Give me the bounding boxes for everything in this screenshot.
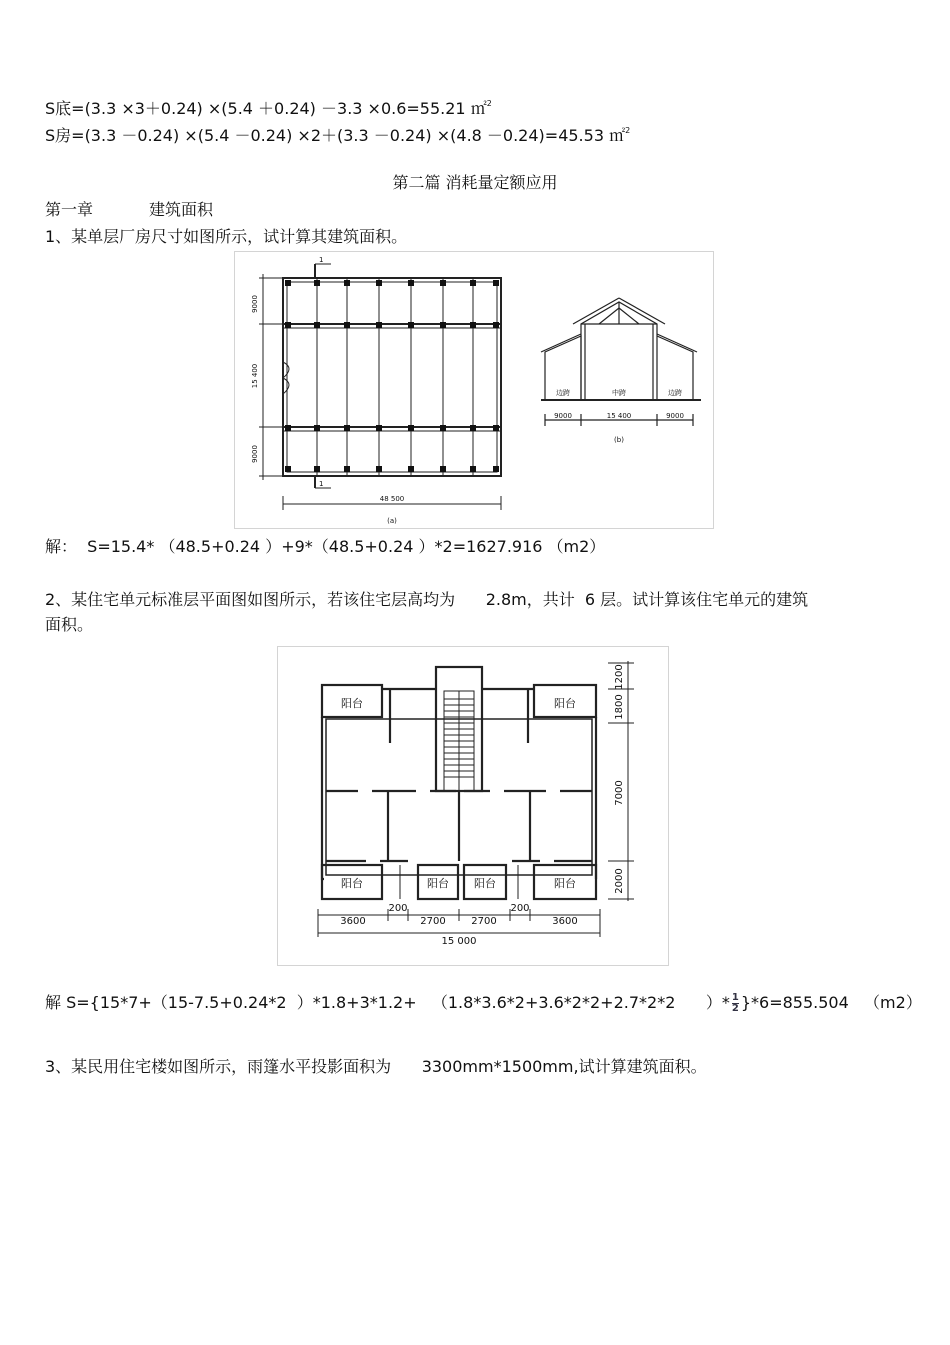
balcony-label: 阳台: [427, 877, 449, 890]
dim-bottom-2: 200: [388, 903, 408, 914]
answer-1: 解： S=15.4* （48.5+0.24 ）+9*（48.5+0.24 ）*2=1627.916 （m2）: [45, 537, 606, 556]
balcony-label: 阳台: [341, 697, 363, 710]
dim-bottom-1: 3600: [340, 916, 366, 927]
balcony-label: 阳台: [554, 877, 576, 890]
unit-sup: 2: [625, 126, 631, 135]
dim-right-1: 1200: [614, 664, 625, 690]
section-dim-left: 9000: [554, 412, 572, 420]
factory-figure: [234, 251, 714, 529]
formula-s-base-text: S底=(3.3 ×3＋0.24) ×(5.4 ＋0.24) －3.3 ×0.6=55.21: [45, 99, 471, 118]
label-a: (a): [387, 517, 397, 525]
label-b: (b): [614, 436, 624, 444]
fraction-den: 2: [731, 1003, 739, 1014]
section-label-left: 边跨: [556, 389, 570, 397]
dim-total: 15 000: [441, 936, 477, 947]
dim-bottom-5: 200: [510, 903, 530, 914]
unit-m: ㎡: [609, 126, 626, 145]
section-label-center: 中跨: [612, 389, 626, 397]
balcony-label: 阳台: [341, 877, 363, 890]
part-title: 第二篇 消耗量定额应用: [392, 173, 558, 192]
formula-s-room: [45, 121, 630, 146]
question-2-line2: 面积。: [45, 615, 94, 634]
answer-2-pre: 解 S={15*7+（15-7.5+0.24*2 ）*1.8+3*1.2+ （1.8*3.6*2+3.6*2*2+2.7*2*2 ）*: [45, 993, 730, 1012]
section-mark-bottom: 1: [319, 480, 324, 488]
factory-drawing: [235, 252, 713, 528]
dim-right-2: 1800: [614, 694, 625, 720]
formula-s-room-text: S房=(3.3 －0.24) ×(5.4 －0.24) ×2＋(3.3 －0.24) ×(4.8 －0.24)=45.53: [45, 126, 610, 145]
dim-bottom-6: 3600: [552, 916, 578, 927]
floorplan-drawing: [278, 647, 668, 965]
floorplan-figure: [277, 646, 669, 966]
chapter-number: 第一章: [45, 200, 94, 219]
unit-sup: 2: [486, 99, 492, 108]
dim-bottom: 48 500: [379, 495, 405, 503]
formula-s-base: [45, 94, 492, 119]
dim-right-3: 7000: [614, 780, 625, 806]
section-dim-center: 15 400: [606, 412, 632, 420]
unit-m: ㎡: [470, 99, 487, 118]
question-3: 3、某民用住宅楼如图所示，雨篷水平投影面积为 3300mm*1500mm,试计算建筑面积。: [45, 1057, 707, 1076]
question-2-line1: 2、某住宅单元标准层平面图如图所示，若该住宅层高均为 2.8m，共计 6 层。试计算该住宅单元的建筑: [45, 590, 809, 609]
section-dim-right: 9000: [666, 412, 684, 420]
chapter-title: 建筑面积: [149, 200, 214, 219]
dim-bottom-3: 2700: [420, 916, 446, 927]
dim-right-4: 2000: [614, 868, 625, 894]
dim-left-3: 9000: [251, 445, 259, 463]
fraction: [732, 993, 739, 1014]
dim-bottom-4: 2700: [471, 916, 497, 927]
fraction-num: 1: [731, 992, 739, 1003]
answer-2: [45, 993, 922, 1014]
question-1: 1、某单层厂房尺寸如图所示，试计算其建筑面积。: [45, 227, 408, 246]
chapter-heading: [45, 200, 213, 220]
section-mark-top: 1: [319, 256, 324, 264]
balcony-label: 阳台: [554, 697, 576, 710]
balcony-label: 阳台: [474, 877, 496, 890]
dim-left-1: 9000: [251, 295, 259, 313]
dim-left-2: 15 400: [251, 363, 259, 389]
answer-2-post: }*6=855.504 （m2）: [740, 993, 922, 1012]
section-label-right: 边跨: [668, 389, 682, 397]
